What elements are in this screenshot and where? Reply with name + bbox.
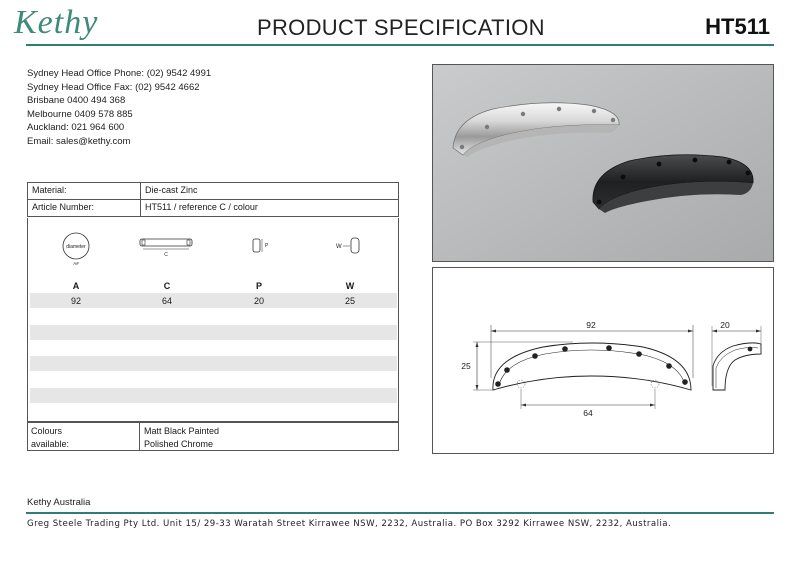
contact-line: Brisbane 0400 494 368 <box>27 95 126 107</box>
centres-icon <box>134 234 198 258</box>
contact-line: Melbourne 0409 578 885 <box>27 108 133 120</box>
diameter-icon <box>55 228 101 272</box>
dim-header-c: C <box>163 281 171 291</box>
colour-option: Polished Chrome <box>144 439 214 449</box>
footer-address: Greg Steele Trading Pty Ltd. Unit 15/ 29-33 Waratah Street Kirrawee NSW, 2232, Australia. PO Box 3292 Kirrawee NSW, 2232, Australia. <box>27 519 672 529</box>
technical-drawing-frame <box>432 267 774 454</box>
contact-line: Email: sales@kethy.com <box>27 135 131 147</box>
article-label: Article Number: <box>28 200 141 217</box>
dim-header-w: W <box>345 281 355 291</box>
depth-dimension: 20 <box>720 320 730 330</box>
colours-label-cell <box>28 423 140 450</box>
contact-info <box>27 67 211 149</box>
spec-table <box>27 182 399 217</box>
dim-header-p: P <box>255 281 262 291</box>
table-row <box>28 200 399 217</box>
contact-line: Auckland: 021 964 600 <box>27 122 125 134</box>
available-label: available: <box>31 439 70 449</box>
dim-value-c: 64 <box>161 296 172 306</box>
height-dimension: 25 <box>461 361 471 371</box>
footer-rule <box>26 512 774 514</box>
contact-line: Sydney Head Office Fax: (02) 9542 4662 <box>27 81 200 93</box>
colour-option: Matt Black Painted <box>144 426 220 436</box>
page-title: PRODUCT SPECIFICATION <box>257 15 545 40</box>
footer-company: Kethy Australia <box>27 497 91 508</box>
dim-value-w: 25 <box>344 296 355 306</box>
article-value: HT511 / reference C / colour <box>141 200 399 217</box>
material-label: Material: <box>28 183 141 200</box>
dim-header-a: A <box>72 281 80 291</box>
table-row <box>28 183 399 200</box>
colours-label: Colours <box>31 426 63 436</box>
width-icon <box>332 234 368 258</box>
p-icon-label: P <box>265 243 269 249</box>
dim-value-p: 20 <box>253 296 264 306</box>
technical-drawing <box>433 268 773 453</box>
width-dimension: 92 <box>586 320 596 330</box>
c-icon-label: C <box>164 252 168 258</box>
projection-icon <box>248 236 274 258</box>
centres-dimension: 64 <box>583 408 593 418</box>
kethy-logo: Kethy <box>14 4 99 41</box>
w-icon-label: W <box>336 244 342 250</box>
colours-table <box>27 422 399 451</box>
material-value: Die-cast Zinc <box>141 183 399 200</box>
diameter-label: diameter <box>66 244 86 250</box>
dim-row-stripe <box>30 325 397 340</box>
header-rule <box>26 44 774 46</box>
product-code: HT511 <box>705 14 770 39</box>
dim-value-a: 92 <box>70 296 81 306</box>
a-icon-label: A# <box>73 261 79 266</box>
colours-options <box>141 423 222 453</box>
product-photo <box>433 65 773 261</box>
contact-line: Sydney Head Office Phone: (02) 9542 4991 <box>27 68 212 79</box>
dim-row-stripe <box>30 388 397 403</box>
product-photo-frame <box>432 64 774 262</box>
dim-row-stripe <box>30 356 397 371</box>
